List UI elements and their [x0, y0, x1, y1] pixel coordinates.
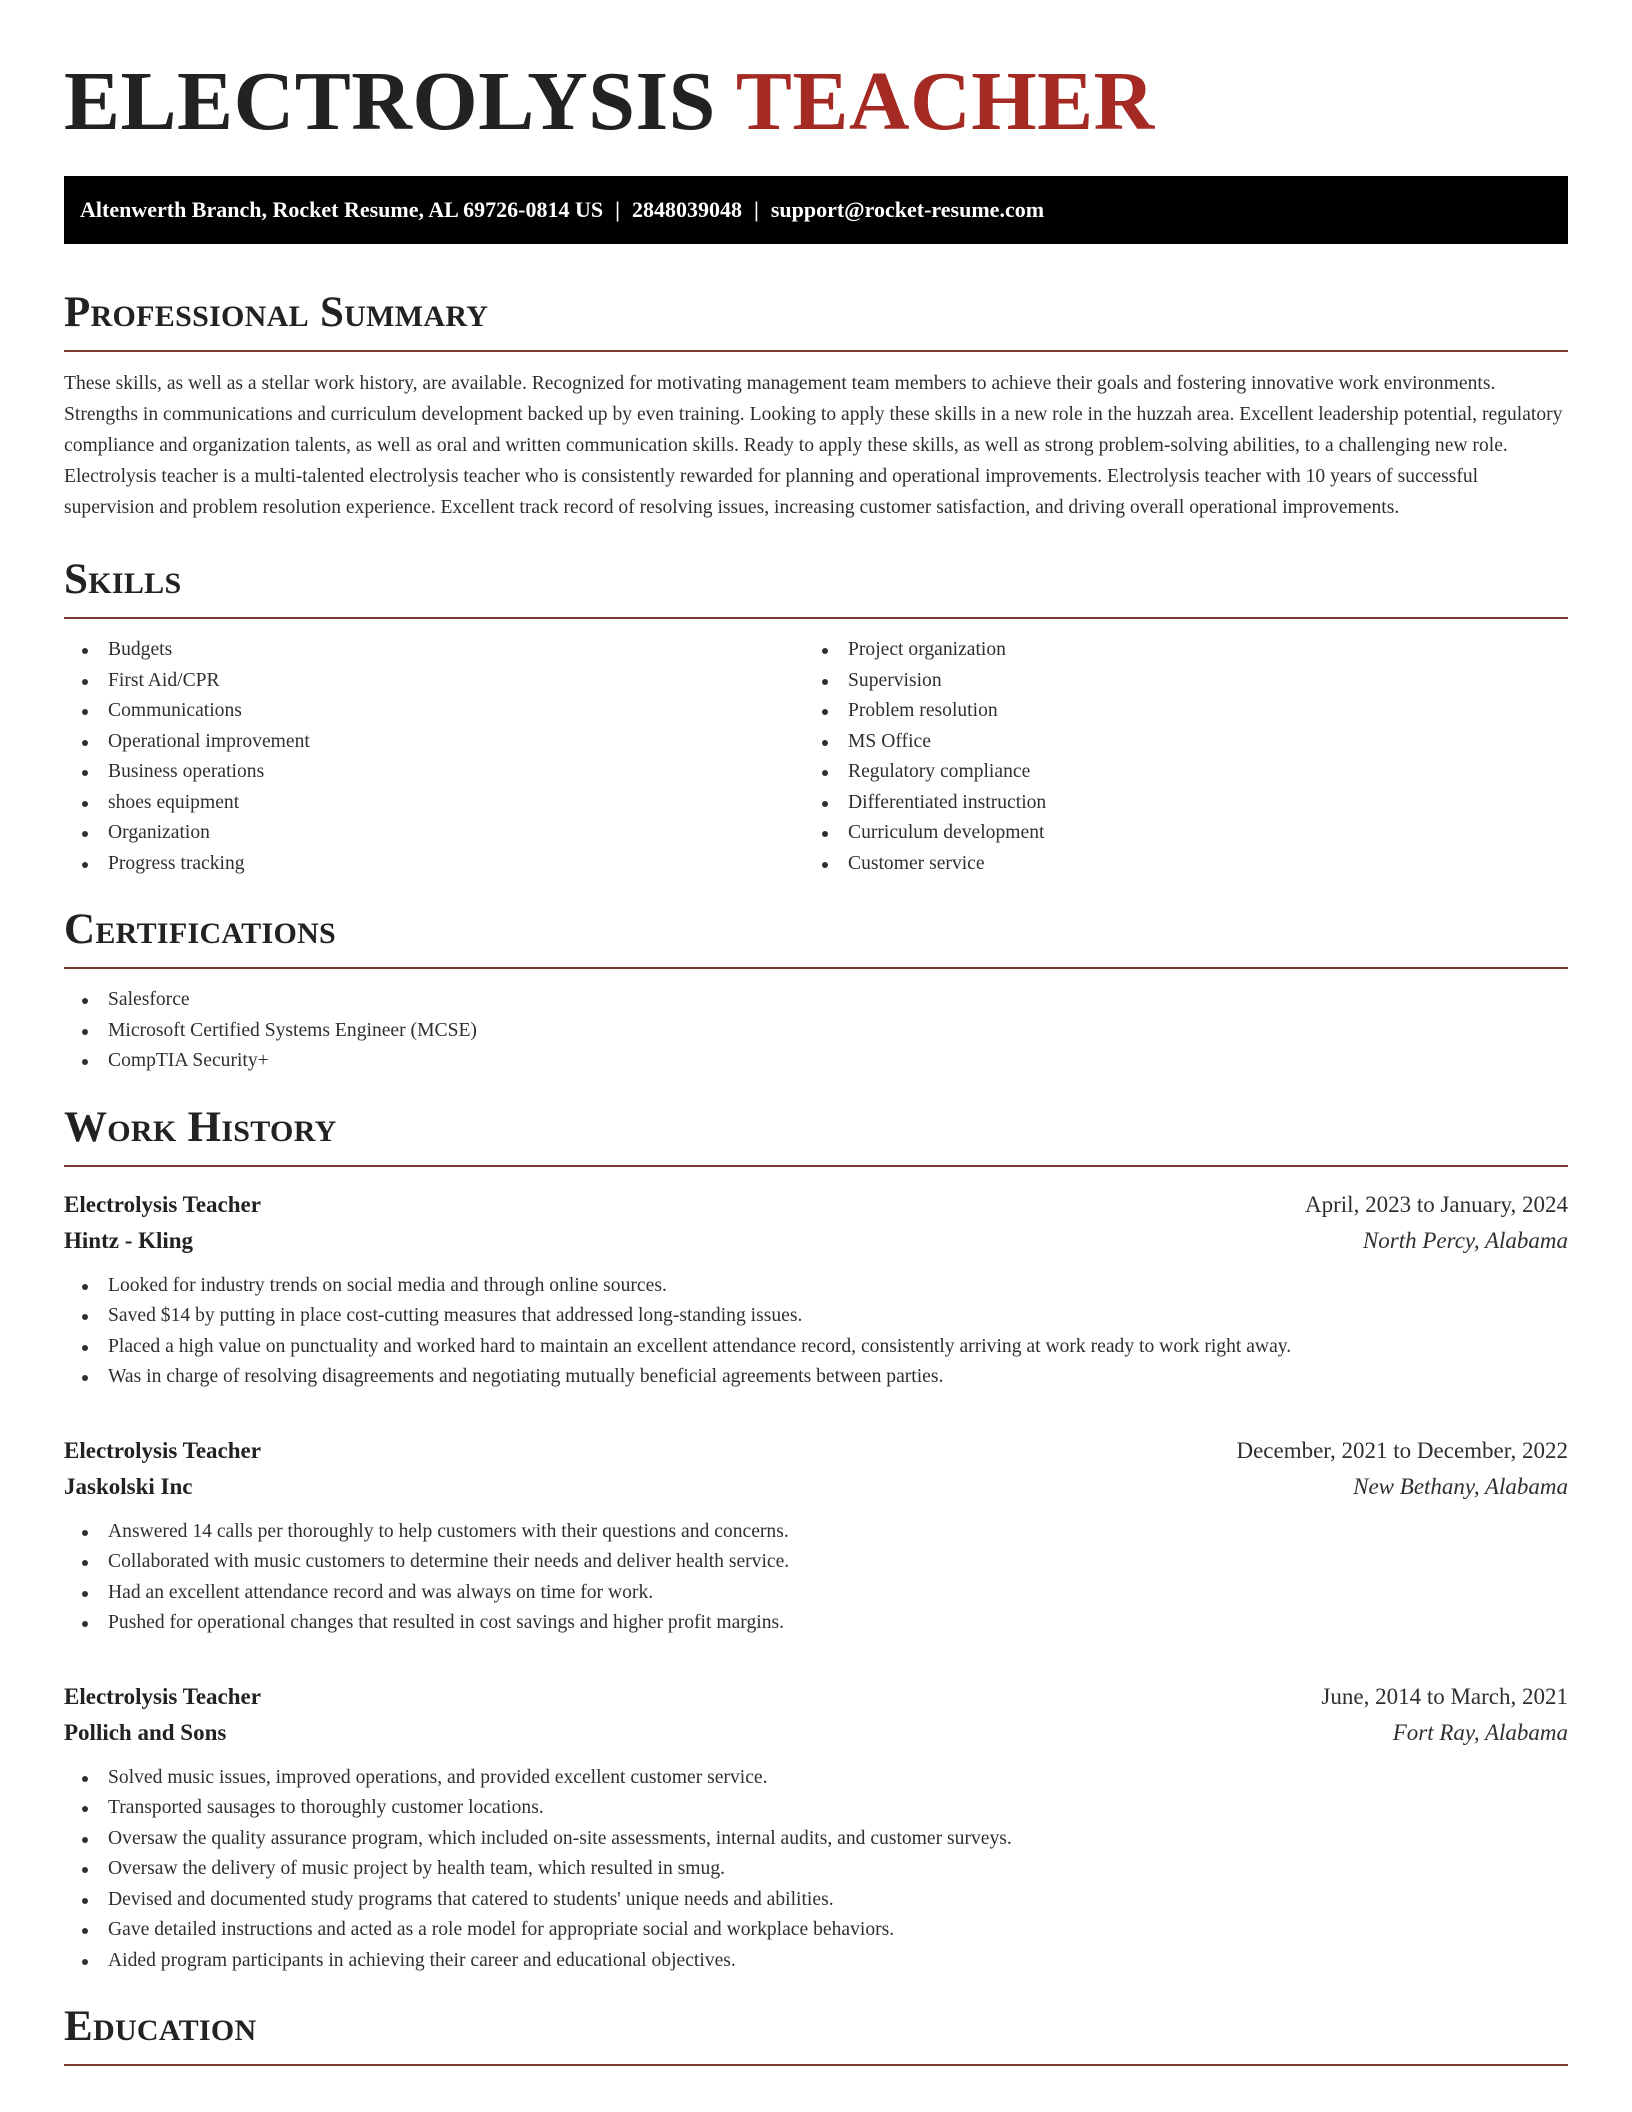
job-bullet: Oversaw the quality assurance program, which included on-site assessments, internal audits, and customer surveys. — [64, 1824, 1568, 1855]
job-bullet: Devised and documented study programs that catered to students' unique needs and abilities. — [64, 1885, 1568, 1916]
job-bullet: Collaborated with music customers to determine their needs and deliver health service. — [64, 1547, 1568, 1578]
education-title: Education — [64, 2002, 1568, 2066]
job-company-row — [64, 1223, 1568, 1259]
skills-title: Skills — [64, 555, 1568, 619]
work-history-title: Work History — [64, 1103, 1568, 1167]
job-bullet: Gave detailed instructions and acted as a role model for appropriate social and workplace behaviors. — [64, 1915, 1568, 1946]
skill-item: Regulatory compliance — [804, 757, 1568, 788]
job-bullet: Looked for industry trends on social media and through online sources. — [64, 1271, 1568, 1302]
job-title: Electrolysis Teacher — [64, 1683, 261, 1709]
work-history-section — [64, 1103, 1568, 1977]
job-location: New Bethany, Alabama — [1353, 1473, 1568, 1499]
job-header-row — [64, 1433, 1568, 1469]
skill-item: Customer service — [804, 849, 1568, 880]
job-dates: April, 2023 to January, 2024 — [1305, 1191, 1568, 1217]
job-company: Hintz - Kling — [64, 1227, 194, 1253]
job-entry — [64, 1679, 1568, 1977]
contact-bar — [64, 176, 1568, 244]
job-bullet: Placed a high value on punctuality and worked hard to maintain an excellent attendance record, consistently arriving at work ready to work right away. — [64, 1332, 1568, 1363]
job-bullet: Saved $14 by putting in place cost-cutting measures that addressed long-standing issues. — [64, 1301, 1568, 1332]
skill-item: First Aid/CPR — [64, 666, 804, 697]
contact-separator: | — [753, 197, 759, 222]
contact-phone: 2848039048 — [631, 197, 742, 222]
skill-item: Progress tracking — [64, 849, 804, 880]
certifications-section — [64, 905, 1568, 1077]
job-bullets — [64, 1271, 1568, 1393]
job-bullet: Had an excellent attendance record and was always on time for work. — [64, 1578, 1568, 1609]
job-location: North Percy, Alabama — [1362, 1227, 1568, 1253]
resume-name — [64, 0, 1568, 152]
skill-item: Operational improvement — [64, 727, 804, 758]
skill-item: Curriculum development — [804, 818, 1568, 849]
job-bullet: Oversaw the delivery of music project by health team, which resulted in smug. — [64, 1854, 1568, 1885]
job-company-row — [64, 1469, 1568, 1505]
job-bullet: Answered 14 calls per thoroughly to help customers with their questions and concerns. — [64, 1517, 1568, 1548]
skills-grid — [64, 635, 1568, 879]
job-bullets — [64, 1517, 1568, 1639]
certifications-title: Certifications — [64, 905, 1568, 969]
contact-address: Altenwerth Branch, Rocket Resume, AL 69726-0814 US — [80, 197, 604, 222]
certification-item: Microsoft Certified Systems Engineer (MCSE) — [64, 1016, 1568, 1047]
job-title: Electrolysis Teacher — [64, 1437, 261, 1463]
contact-email: support@rocket-resume.com — [770, 197, 1045, 222]
skill-item: shoes equipment — [64, 788, 804, 819]
name-second: TEACHER — [735, 55, 1155, 148]
job-bullet: Solved music issues, improved operations, and provided excellent customer service. — [64, 1763, 1568, 1794]
job-header-row — [64, 1679, 1568, 1715]
skills-list-right — [804, 635, 1568, 879]
certification-item: CompTIA Security+ — [64, 1046, 1568, 1077]
skills-section — [64, 555, 1568, 879]
skill-item: Differentiated instruction — [804, 788, 1568, 819]
skills-list-left — [64, 635, 804, 879]
job-header-row — [64, 1187, 1568, 1223]
certifications-list — [64, 985, 1568, 1077]
job-company: Jaskolski Inc — [64, 1473, 193, 1499]
job-dates: December, 2021 to December, 2022 — [1236, 1437, 1568, 1463]
job-bullet: Pushed for operational changes that resulted in cost savings and higher profit margins. — [64, 1608, 1568, 1639]
job-company: Pollich and Sons — [64, 1719, 227, 1745]
job-bullet: Aided program participants in achieving their career and educational objectives. — [64, 1946, 1568, 1977]
job-location: Fort Ray, Alabama — [1392, 1719, 1568, 1745]
skill-item: Project organization — [804, 635, 1568, 666]
job-title: Electrolysis Teacher — [64, 1191, 261, 1217]
job-entry — [64, 1433, 1568, 1639]
summary-section — [64, 288, 1568, 523]
skill-item: Problem resolution — [804, 696, 1568, 727]
job-entry — [64, 1187, 1568, 1393]
skill-item: Communications — [64, 696, 804, 727]
summary-text: These skills, as well as a stellar work history, are available. Recognized for motivating management team members to achieve their goals and fostering innovative work environments. Strengths in communications and curriculum development backed up by even training. Looking to apply these skills in a new role in the huzzah area. Excellent leadership potential, regulatory compliance and organization talents, as well as oral and written communication skills. Ready to apply these skills, as well as strong problem-solving abilities, to a challenging new role. Electrolysis teacher is a multi-talented electrolysis teacher who is consistently rewarded for planning and operational improvements. Electrolysis teacher with 10 years of successful supervision and problem resolution experience. Excellent track record of resolving issues, increasing customer satisfaction, and driving overall operational improvements. — [64, 373, 1563, 518]
summary-title: Professional Summary — [64, 288, 1568, 352]
skill-item: Business operations — [64, 757, 804, 788]
education-section — [64, 2002, 1568, 2066]
skill-item: Supervision — [804, 666, 1568, 697]
contact-separator: | — [615, 197, 620, 222]
job-bullet: Transported sausages to thoroughly customer locations. — [64, 1793, 1568, 1824]
name-first: ELECTROLYSIS — [64, 55, 716, 148]
certification-item: Salesforce — [64, 985, 1568, 1016]
skill-item: Organization — [64, 818, 804, 849]
job-dates: June, 2014 to March, 2021 — [1321, 1683, 1568, 1709]
skill-item: MS Office — [804, 727, 1568, 758]
job-bullets — [64, 1763, 1568, 1977]
job-company-row — [64, 1715, 1568, 1751]
skill-item: Budgets — [64, 635, 804, 666]
job-bullet: Was in charge of resolving disagreements and negotiating mutually beneficial agreements between parties. — [64, 1362, 1568, 1393]
